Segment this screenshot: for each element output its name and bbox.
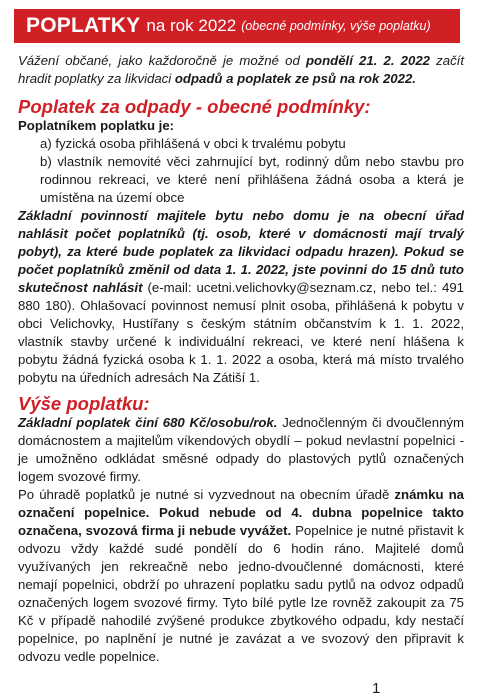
intro-paragraph: [18, 52, 464, 88]
sticker-paragraph: [18, 486, 464, 666]
intro-text-1: Vážení občané, jako každoročně je možné od: [18, 53, 306, 68]
duty-rest: (e-mail: ucetni.velichovky@seznam.cz, nebo tel.: 491 880 180). Ohlašovací povinnost nemusí plnit osoba, přihlášená k pobytu v obci Velichovky, Hustířany s českým státním občanstvím k 1. 1. 2022, vlastník stavby určené k individuální rekreaci, ve které není hlášena k pobytu žádná fyzická osoba k 1. 1. 2022 a osoba, která má místo trvalého pobytu na úředních adresách Na Zátiší 1.: [18, 280, 465, 385]
sticker-rest: Popelnice je nutné přistavit k odvozu vždy každé sudé pondělí do 6 hodin ráno. Majitelé domů využívaných jen rekreačně nebo jedno-dvoučlenné domácnosti, které nemají popelnici, obdrží po uhrazení poplatku sadu pytlů na odvoz odpadů označených logem svozové firmy. Tyto bílé pytle lze rovněž zakoupit za 75 Kč v případě nahodilé zvýšené produkce zbytkového odpadu, kdy nestačí popelnice, po naplnění je nutné je zavázat a ve svozový den připravit k odvozu vedle popelnice.: [18, 523, 464, 664]
section-heading-amount: Výše poplatku:: [18, 393, 150, 414]
duty-bold: Základní povinností majitele bytu nebo domu je na obecní úřad nahlásit počet poplatníků (tj. osob, které v domácnosti mají trvalý pobyt), za které bude poplatek za likvidaci odpadu hrazen). Pokud se počet poplatníků změnil od data 1. 1. 2022, jste povinni do 15 dnů tuto skutečnost nahlásit: [18, 208, 464, 295]
payer-item-b: b) vlastník nemovité věci zahrnující byt, rodinný dům nebo stavbu pro rodinnou rekreaci, ve které není přihlášena žádná osoba a která je umístěna na území obce: [40, 154, 464, 205]
base-fee-paragraph: [18, 414, 464, 486]
base-fee-bold: Základní poplatek činí 680 Kč/osobu/rok.: [18, 415, 278, 430]
title-banner: [14, 9, 460, 43]
intro-date: pondělí 21. 2. 2022: [305, 53, 430, 68]
banner-title: POPLATKY: [26, 14, 141, 37]
banner-subtitle: na rok 2022: [146, 16, 237, 35]
sticker-bold: známku na označení popelnice. Pokud nebude od 4. dubna popelnice takto označena, svozová firma ji nebude vyvážet.: [18, 487, 464, 538]
intro-emphasis: odpadů a poplatek ze psů na rok 2022.: [174, 71, 416, 86]
section-heading-general: Poplatek za odpady - obecné podmínky:: [18, 96, 371, 117]
intro-text-2: začít hradit poplatky za likvidaci: [18, 53, 465, 86]
base-fee-rest: Jednočlenným či dvoučlenným domácnostem a majitelům víkendových obydlí – pokud nevlastní popelnici - je umožněno odkládat směsné odpady do plastových pytlů označených logem svozové firmy.: [18, 415, 464, 484]
sticker-text-1: Po úhradě poplatků je nutné si vyzvednout na obecním úřadě: [18, 487, 395, 502]
document-body: [18, 52, 464, 666]
page-number: 1: [372, 680, 381, 697]
payer-label: Poplatníkem poplatku je:: [18, 118, 175, 133]
duty-paragraph: [18, 207, 464, 387]
banner-note: (obecné podmínky, výše poplatku): [241, 19, 431, 33]
payer-item-a: a) fyzická osoba přihlášená v obci k trvalému pobytu: [40, 136, 346, 151]
